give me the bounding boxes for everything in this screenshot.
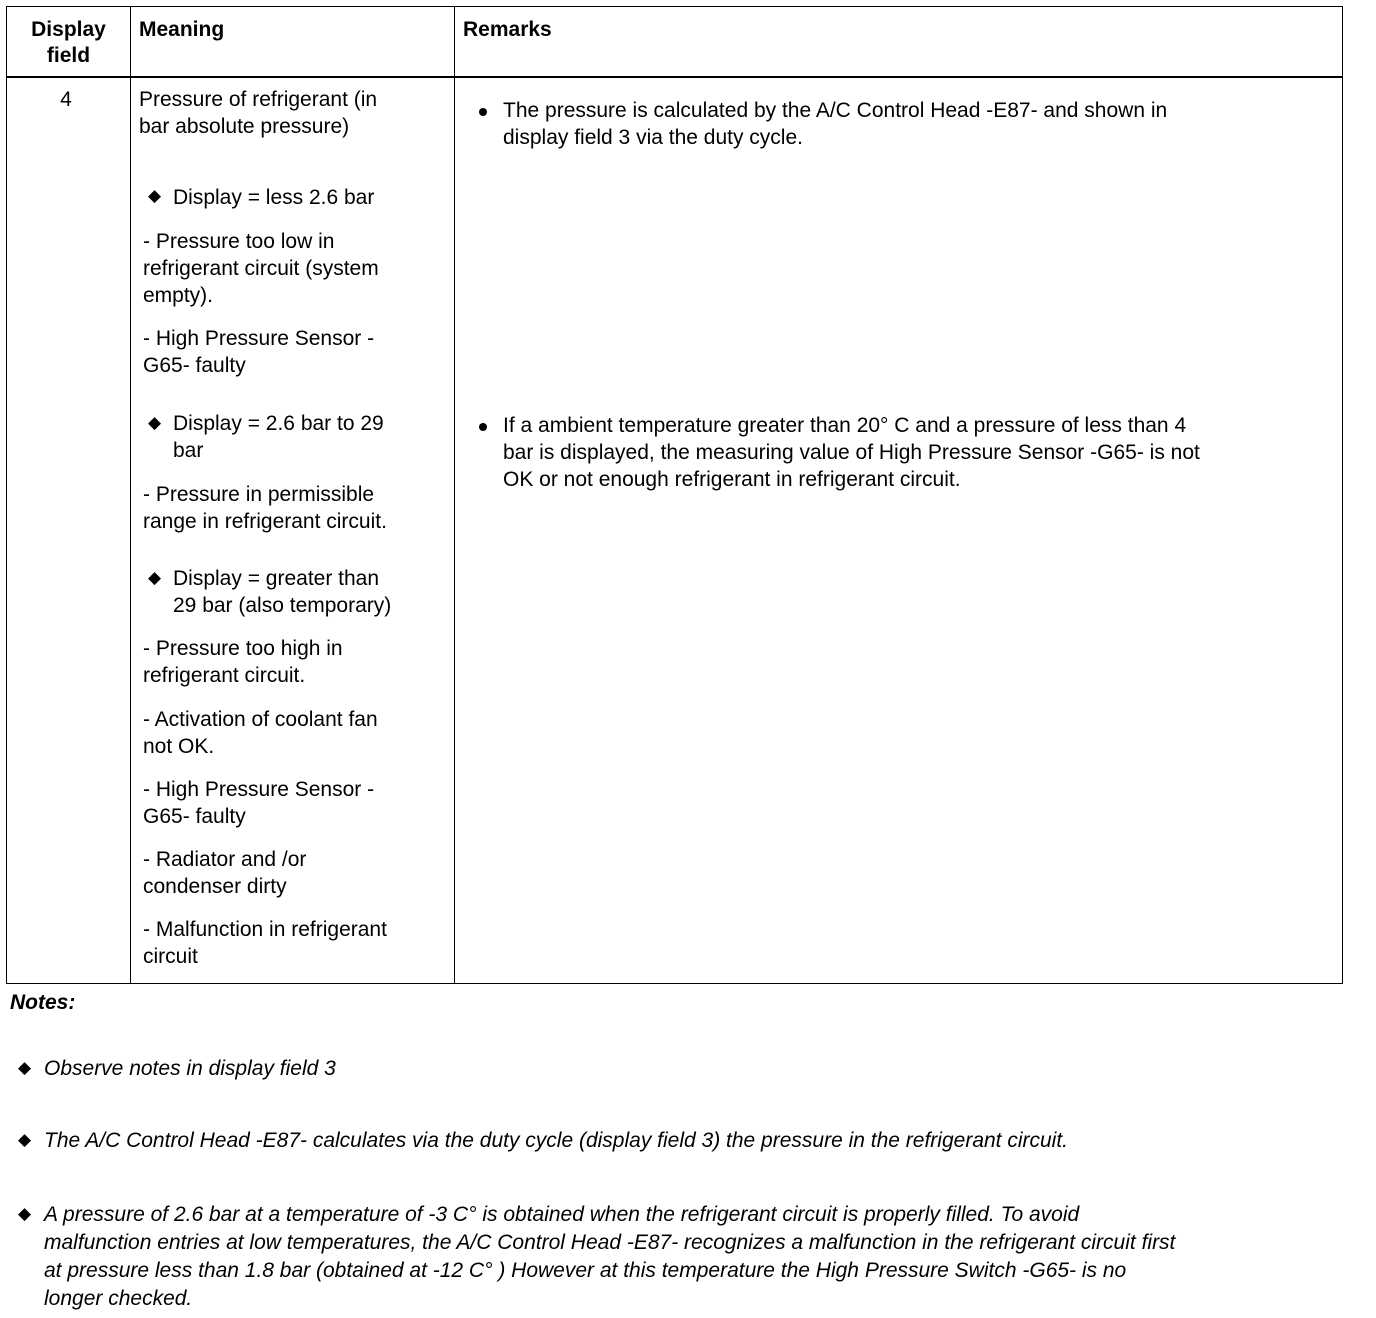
meaning-item: Display = greater than 29 bar (also temporary) — [173, 567, 392, 617]
meaning-item: - Activation of coolant fan not OK. — [143, 708, 378, 758]
bullet-icon — [479, 423, 487, 431]
diamond-bullet-icon: ◆ — [148, 186, 162, 205]
meaning-item: - Pressure too low in refrigerant circuit (system empty). — [143, 230, 379, 307]
meaning-item: - Malfunction in refrigerant circuit — [143, 918, 387, 968]
diamond-bullet-icon: ◆ — [148, 413, 162, 432]
column-divider — [454, 7, 455, 983]
meaning-item: Display = 2.6 bar to 29 bar — [173, 412, 384, 462]
header-divider — [7, 76, 1342, 78]
data-table — [6, 6, 1343, 984]
note-item: Observe notes in display field 3 — [44, 1057, 336, 1080]
remark-item: If a ambient temperature greater than 20° C and a pressure of less than 4 bar is displayed, the measuring value of High Pressure Sensor -G65- is not OK or not enough refrigerant in refrigerant circuit. — [503, 414, 1200, 491]
notes-title: Notes: — [10, 991, 76, 1014]
note-item: A pressure of 2.6 bar at a temperature of -3 C° is obtained when the refrigerant circuit is properly filled. To avoid malfunction entries at low temperatures, the A/C Control Head -E87- recognizes a malfunction in the refrigerant circuit first at pressure less than 1.8 bar (obtained at -12 C° ) However at this temperature the High Pressure Switch -G65- is no longer checked. — [44, 1203, 1176, 1310]
meaning-item: - Radiator and /or condenser dirty — [143, 848, 307, 898]
diamond-bullet-icon: ◆ — [148, 568, 162, 587]
meaning-item: - Pressure in permissible range in refrigerant circuit. — [143, 483, 387, 533]
header-display-field: Display field — [31, 18, 106, 67]
column-divider — [130, 7, 131, 983]
remark-item: The pressure is calculated by the A/C Control Head -E87- and shown in display field 3 via the duty cycle. — [503, 99, 1168, 149]
meaning-item: - Pressure too high in refrigerant circuit. — [143, 637, 343, 687]
header-meaning: Meaning — [139, 18, 225, 41]
meaning-item: - High Pressure Sensor - G65- faulty — [143, 778, 375, 828]
meaning-item: Display = less 2.6 bar — [173, 186, 375, 209]
diamond-bullet-icon: ◆ — [18, 1204, 32, 1223]
note-item: The A/C Control Head -E87- calculates via the duty cycle (display field 3) the pressure in the refrigerant circuit. — [44, 1129, 1069, 1152]
meaning-intro: Pressure of refrigerant (in bar absolute pressure) — [139, 88, 378, 138]
bullet-icon — [479, 108, 487, 116]
diamond-bullet-icon: ◆ — [18, 1058, 32, 1077]
diamond-bullet-icon: ◆ — [18, 1130, 32, 1149]
meaning-item: - High Pressure Sensor - G65- faulty — [143, 327, 375, 377]
display-field-value: 4 — [60, 88, 72, 111]
header-remarks: Remarks — [463, 18, 552, 41]
